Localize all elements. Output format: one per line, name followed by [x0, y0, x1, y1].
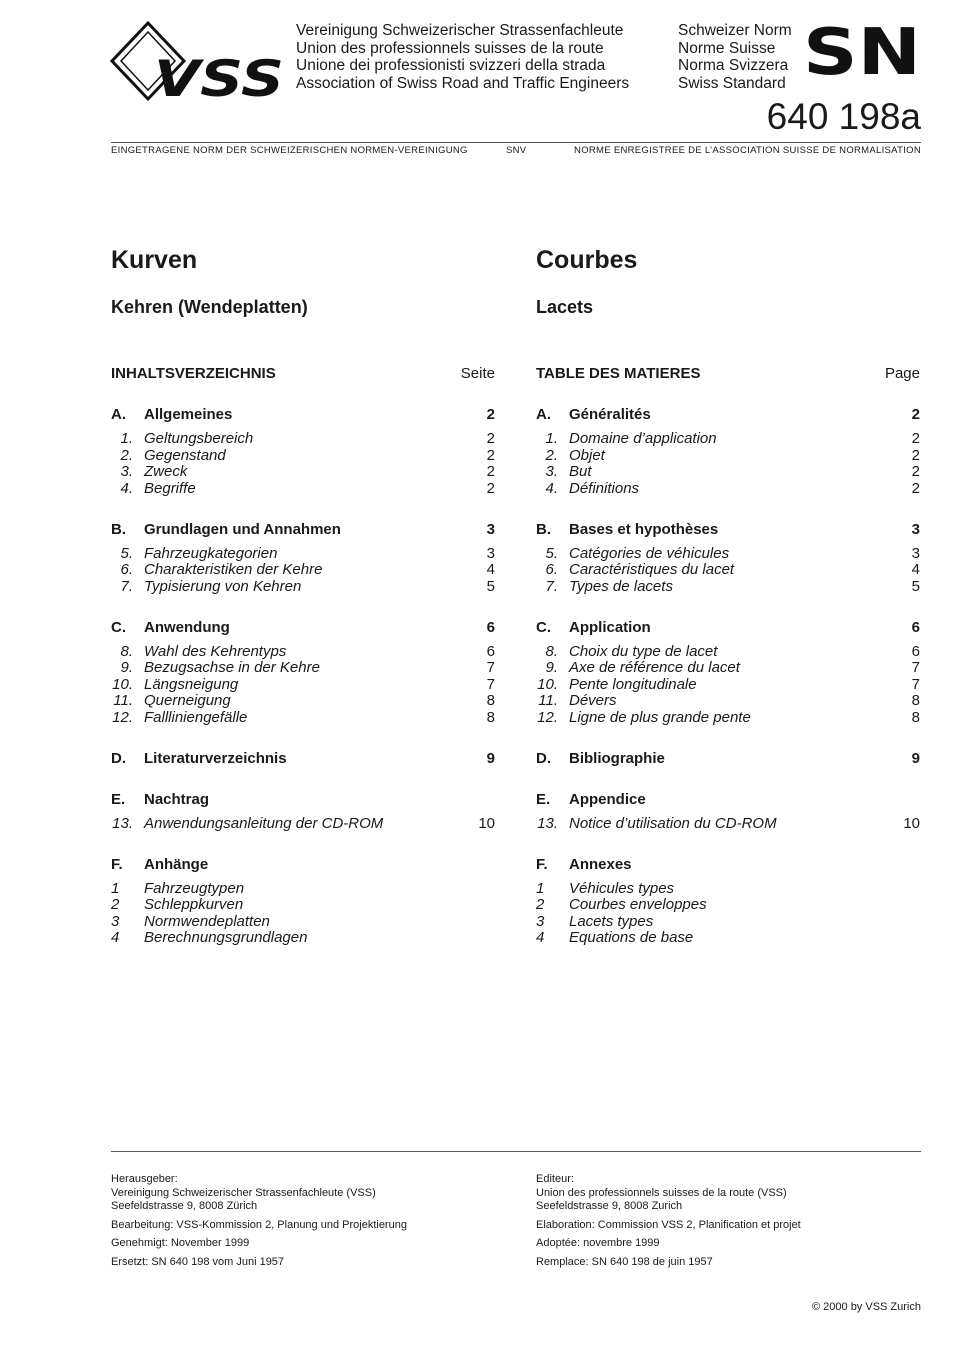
section-title: Nachtrag — [144, 790, 210, 808]
footer-rule — [111, 1151, 921, 1152]
approved-fr: Adoptée: novembre 1999 — [536, 1237, 660, 1249]
item-number: 6. — [120, 561, 133, 578]
page-label-de: Seite — [460, 365, 495, 382]
item-number: 2 — [111, 896, 120, 913]
item-label: Normwendeplatten — [144, 912, 270, 930]
item-label: Ligne de plus grande pente — [569, 708, 751, 726]
item-page: 5 — [486, 577, 495, 595]
toc-item-fr — [536, 677, 920, 694]
toc-item-fr — [536, 644, 920, 661]
section-letter: B. — [536, 520, 551, 538]
toc-label-fr: TABLE DES MATIERES — [536, 365, 701, 382]
item-number: 3 — [536, 912, 545, 930]
item-number: 6. — [545, 561, 558, 578]
item-number: 7. — [120, 577, 133, 595]
section-title: Application — [569, 618, 651, 636]
publisher-address-de: Seefeldstrasse 9, 8008 Zürich — [111, 1200, 258, 1212]
toc-item-fr — [536, 881, 920, 898]
toc-item-fr — [536, 710, 920, 727]
item-label: Dévers — [569, 692, 617, 709]
item-number: 9. — [120, 659, 133, 676]
item-number: 13. — [537, 814, 558, 832]
item-label: Charakteristiken der Kehre — [144, 561, 323, 578]
toc-item-de — [111, 897, 495, 914]
toc-item-de — [111, 677, 495, 694]
item-label: Types de lacets — [569, 577, 673, 595]
toc-section-de — [111, 620, 495, 637]
association-name-it: Unione dei professionisti svizzeri della strada — [296, 57, 606, 74]
publisher-label-fr: Editeur: — [536, 1173, 574, 1185]
item-label: Typisierung von Kehren — [144, 577, 302, 595]
toc-section-fr — [536, 792, 920, 809]
toc-section-fr — [536, 857, 920, 874]
item-page: 3 — [486, 544, 495, 562]
toc-item-de — [111, 579, 495, 596]
item-number: 5. — [120, 544, 133, 562]
item-number: 8. — [120, 642, 133, 660]
publisher-name-de: Vereinigung Schweizerischer Strassenfachleute (VSS) — [111, 1186, 376, 1199]
toc-item-de — [111, 816, 495, 833]
header-rule — [111, 142, 921, 143]
section-title: Allgemeines — [144, 406, 233, 423]
item-number: 4. — [545, 479, 558, 497]
toc-item-fr — [536, 481, 920, 498]
toc-item-de — [111, 660, 495, 677]
item-label: Gegenstand — [144, 446, 226, 464]
item-label: Notice d’utilisation du CD-ROM — [569, 814, 777, 832]
section-title: Annexes — [569, 855, 632, 873]
item-number: 12. — [112, 708, 133, 726]
toc-section-fr — [536, 522, 920, 539]
registration-text-de: EINGETRAGENE NORM DER SCHWEIZERISCHEN NORMEN-VEREINIGUNG — [111, 145, 468, 156]
toc-item-de — [111, 914, 495, 931]
publisher-name-fr: Union des professionnels suisses de la route (VSS) — [536, 1186, 787, 1199]
item-label: Catégories de véhicules — [569, 544, 730, 562]
norm-number: 640 198a — [766, 96, 921, 137]
publisher-address-fr: Seefeldstrasse 9, 8008 Zurich — [536, 1200, 683, 1212]
item-number: 3. — [120, 463, 133, 480]
toc-item-de — [111, 693, 495, 710]
item-number: 1 — [536, 879, 545, 897]
toc-section-de — [111, 522, 495, 539]
toc-item-fr — [536, 914, 920, 931]
section-page: 3 — [486, 520, 495, 538]
item-page: 2 — [486, 479, 495, 497]
item-page: 7 — [486, 675, 495, 693]
norm-name-fr: Norme Suisse — [678, 39, 776, 57]
toc-item-fr — [536, 930, 920, 947]
item-label: Anwendungsanleitung der CD-ROM — [144, 814, 384, 832]
toc-item-fr — [536, 816, 920, 833]
toc-item-de — [111, 644, 495, 661]
item-number: 2 — [536, 896, 545, 913]
item-number: 1 — [111, 879, 120, 897]
item-page: 6 — [486, 642, 495, 660]
toc-item-de — [111, 448, 495, 465]
section-title: Généralités — [569, 406, 651, 423]
toc-item-fr — [536, 660, 920, 677]
toc-section-fr — [536, 407, 920, 424]
section-page: 9 — [911, 749, 920, 767]
sn-logo — [803, 24, 921, 76]
section-title: Anwendung — [144, 618, 230, 636]
editing-fr: Elaboration: Commission VSS 2, Planification et projet — [536, 1218, 801, 1231]
section-page: 6 — [911, 618, 920, 636]
section-title: Literaturverzeichnis — [144, 749, 287, 767]
section-letter: F. — [536, 855, 548, 873]
toc-item-fr — [536, 464, 920, 481]
toc-section-fr — [536, 620, 920, 637]
publisher-label-de: Herausgeber: — [111, 1173, 178, 1185]
item-number: 7. — [545, 577, 558, 595]
norm-name-en: Swiss Standard — [678, 74, 786, 92]
item-label: Wahl des Kehrentyps — [144, 642, 287, 660]
item-number: 9. — [545, 659, 558, 676]
item-label: Axe de référence du lacet — [569, 659, 740, 676]
vss-logo — [110, 20, 290, 102]
toc-item-de — [111, 562, 495, 579]
title-de: Kurven — [111, 246, 198, 274]
replaces-de: Ersetzt: SN 640 198 vom Juni 1957 — [111, 1255, 285, 1268]
item-label: Längsneigung — [144, 675, 239, 693]
association-name-de: Vereinigung Schweizerischer Strassenfachleute — [296, 22, 624, 39]
item-number: 1. — [120, 430, 133, 447]
item-label: Pente longitudinale — [569, 675, 697, 693]
item-page: 4 — [486, 561, 495, 578]
page-label-fr: Page — [884, 365, 920, 382]
section-page: 9 — [486, 749, 495, 767]
section-page: 2 — [486, 406, 495, 423]
section-letter: B. — [111, 520, 126, 538]
title-fr: Courbes — [536, 246, 638, 274]
sn-logo-text: SN — [803, 24, 921, 76]
item-number: 8. — [545, 642, 558, 660]
item-page: 2 — [911, 446, 920, 464]
item-page: 5 — [911, 577, 920, 595]
item-number: 4 — [536, 929, 545, 946]
toc-fr — [536, 366, 920, 947]
section-letter: A. — [111, 406, 126, 423]
toc-item-fr — [536, 546, 920, 563]
item-number: 4 — [111, 929, 120, 946]
item-page: 8 — [486, 692, 495, 709]
section-letter: F. — [111, 855, 123, 873]
item-number: 10. — [537, 675, 558, 693]
association-name-fr: Union des professionnels suisses de la route — [296, 39, 604, 57]
item-label: Geltungsbereich — [144, 430, 254, 447]
item-label: Zweck — [144, 463, 188, 480]
norm-names — [678, 22, 792, 92]
section-letter: C. — [111, 618, 126, 636]
item-page: 2 — [911, 463, 920, 480]
registration-text-fr: NORME ENREGISTREE DE L’ASSOCIATION SUISSE DE NORMALISATION — [574, 145, 921, 156]
item-label: Définitions — [569, 479, 640, 497]
item-label: Equations de base — [569, 929, 694, 946]
toc-section-de — [111, 857, 495, 874]
item-page: 4 — [911, 561, 920, 578]
vss-logo-text: VSS — [154, 50, 284, 102]
item-number: 13. — [112, 814, 133, 832]
toc-label-de: INHALTSVERZEICHNIS — [111, 365, 276, 382]
subtitle-de: Kehren (Wendeplatten) — [111, 297, 308, 317]
toc-item-de — [111, 930, 495, 947]
section-title: Anhänge — [144, 855, 209, 873]
item-page: 8 — [911, 708, 920, 726]
item-number: 2. — [120, 446, 133, 464]
replaces-fr: Remplace: SN 640 198 de juin 1957 — [536, 1255, 713, 1268]
item-page: 10 — [903, 814, 920, 832]
toc-item-fr — [536, 579, 920, 596]
item-page: 7 — [911, 659, 920, 676]
toc-item-de — [111, 546, 495, 563]
toc-header-fr — [536, 366, 920, 383]
toc-item-de — [111, 464, 495, 481]
item-number: 4. — [120, 479, 133, 497]
item-label: But — [569, 463, 592, 480]
item-label: Caractéristiques du lacet — [569, 561, 735, 578]
subtitle-fr: Lacets — [536, 297, 594, 317]
toc-section-de — [111, 751, 495, 768]
item-label: Fallliniengefälle — [144, 708, 248, 726]
footer-fr — [536, 1173, 926, 1269]
section-page: 6 — [486, 618, 495, 636]
association-name-en: Association of Swiss Road and Traffic Engineers — [296, 74, 630, 92]
norm-name-de: Schweizer Norm — [678, 22, 792, 39]
editing-de: Bearbeitung: VSS-Kommission 2, Planung und Projektierung — [111, 1218, 407, 1231]
item-page: 7 — [486, 659, 495, 676]
toc-item-fr — [536, 562, 920, 579]
toc-header-de — [111, 366, 495, 383]
toc-item-fr — [536, 431, 920, 448]
toc-item-fr — [536, 693, 920, 710]
toc-item-de — [111, 431, 495, 448]
norm-name-it: Norma Svizzera — [678, 57, 789, 74]
toc-section-fr — [536, 751, 920, 768]
item-number: 2. — [545, 446, 558, 464]
item-page: 2 — [486, 463, 495, 480]
item-label: Bezugsachse in der Kehre — [144, 659, 320, 676]
item-number: 11. — [538, 692, 558, 709]
item-number: 3. — [545, 463, 558, 480]
item-label: Schleppkurven — [144, 896, 244, 913]
toc-section-de — [111, 407, 495, 424]
item-label: Begriffe — [144, 479, 196, 497]
item-label: Domaine d’application — [569, 430, 717, 447]
item-label: Courbes enveloppes — [569, 896, 707, 913]
item-page: 2 — [911, 479, 920, 497]
toc-item-de — [111, 881, 495, 898]
toc-item-de — [111, 710, 495, 727]
item-label: Fahrzeugkategorien — [144, 544, 278, 562]
association-names — [296, 22, 629, 92]
item-number: 5. — [545, 544, 558, 562]
toc-item-fr — [536, 448, 920, 465]
item-page: 3 — [911, 544, 920, 562]
item-page: 2 — [911, 430, 920, 447]
item-page: 8 — [486, 708, 495, 726]
item-number: 1. — [545, 430, 558, 447]
item-label: Véhicules types — [569, 879, 675, 897]
item-page: 2 — [486, 446, 495, 464]
item-label: Querneigung — [144, 692, 231, 709]
item-page: 7 — [911, 675, 920, 693]
section-page: 3 — [911, 520, 920, 538]
item-number: 11. — [113, 692, 133, 709]
item-label: Objet — [569, 446, 605, 464]
section-title: Bases et hypothèses — [569, 520, 719, 538]
registration-snv: SNV — [506, 145, 527, 156]
section-page: 2 — [911, 406, 920, 423]
item-page: 10 — [478, 814, 495, 832]
item-page: 2 — [486, 430, 495, 447]
item-page: 6 — [911, 642, 920, 660]
section-title: Bibliographie — [569, 749, 665, 767]
toc-item-fr — [536, 897, 920, 914]
section-title: Grundlagen und Annahmen — [144, 520, 341, 538]
item-number: 12. — [537, 708, 558, 726]
toc-de — [111, 366, 495, 947]
section-letter: A. — [536, 406, 551, 423]
section-title: Appendice — [569, 790, 646, 808]
footer-de — [111, 1173, 501, 1269]
toc-section-de — [111, 792, 495, 809]
section-letter: E. — [111, 790, 126, 808]
section-letter: D. — [536, 749, 551, 767]
approved-de: Genehmigt: November 1999 — [111, 1237, 250, 1249]
section-letter: D. — [111, 749, 126, 767]
copyright: © 2000 by VSS Zurich — [812, 1301, 921, 1313]
item-number: 3 — [111, 912, 120, 930]
toc-item-de — [111, 481, 495, 498]
section-letter: C. — [536, 618, 551, 636]
item-page: 8 — [911, 692, 920, 709]
item-label: Lacets types — [569, 912, 654, 930]
item-label: Berechnungsgrundlagen — [144, 929, 308, 946]
section-letter: E. — [536, 790, 551, 808]
item-number: 10. — [112, 675, 133, 693]
item-label: Fahrzeugtypen — [144, 879, 245, 897]
item-label: Choix du type de lacet — [569, 642, 718, 660]
